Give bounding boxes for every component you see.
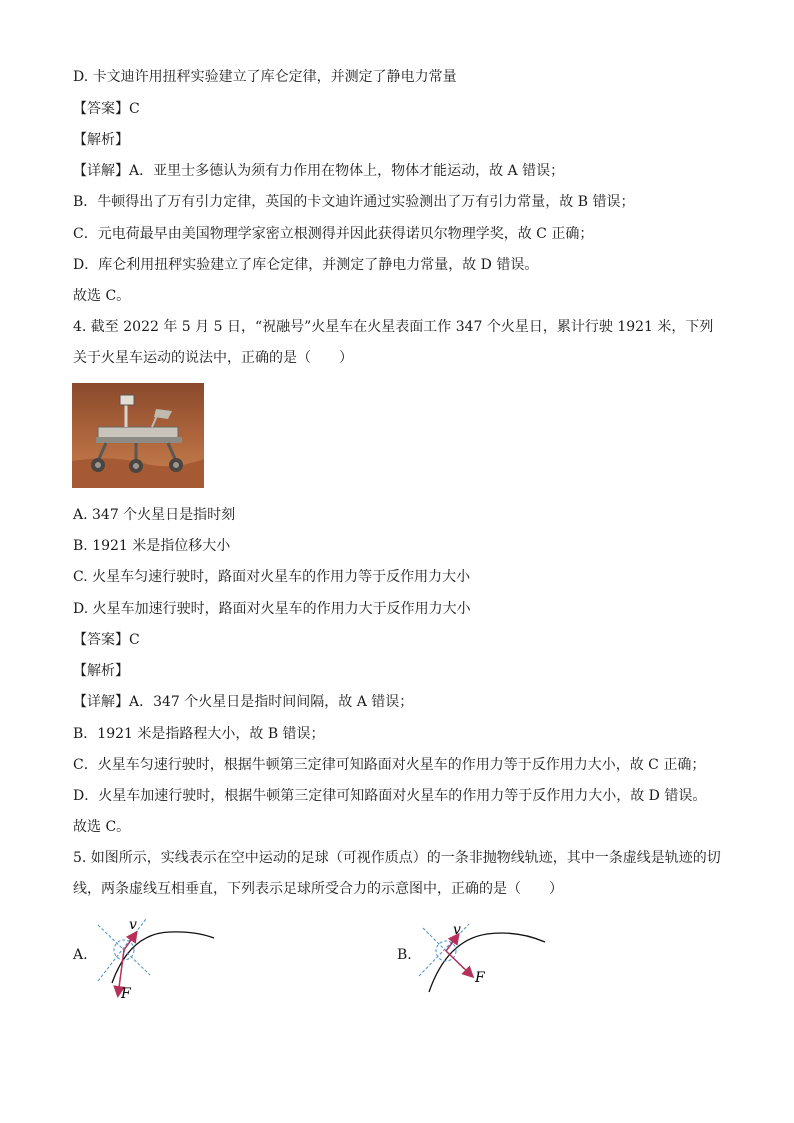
q3-detail-a: 【详解】A．亚里士多德认为须有力作用在物体上，物体才能运动，故 A 错误； — [73, 163, 565, 179]
q5-option-a-label: A. — [73, 947, 88, 963]
q5-a-force-label: F — [121, 986, 131, 1002]
q4-stem: 4. 截至 2022 年 5 月 5 日，“祝融号”火星车在火星表面工作 347 个火星日，累计行驶 1921 米，下列关于火星车运动的说法中，正确的是（ ） — [73, 319, 714, 366]
q4-conclusion: 故选 C。 — [73, 819, 131, 835]
q5-option-a-diagram — [90, 905, 230, 1010]
q4-detail-d: D．火星车加速行驶时，根据牛顿第三定律可知路面对火星车的作用力等于反作用力大小，故 D 错误。 — [73, 788, 707, 804]
q4-option-d: D. 火星车加速行驶时，路面对火星车的作用力大于反作用力大小 — [73, 601, 471, 617]
q3-answer: 【答案】C — [73, 101, 140, 117]
q5-b-force-label: F — [475, 970, 485, 986]
q4-option-b: B. 1921 米是指位移大小 — [73, 538, 231, 554]
q3-option-d: D. 卡文迪许用扭秤实验建立了库仑定律，并测定了静电力常量 — [73, 69, 457, 85]
q4-detail-a: 【详解】A．347 个火星日是指时间间隔，故 A 错误； — [73, 694, 414, 710]
q4-detail-c: C．火星车匀速行驶时，根据牛顿第三定律可知路面对火星车的作用力等于反作用力大小，故 C 正确； — [73, 757, 706, 773]
q4-option-a: A. 347 个火星日是指时刻 — [73, 507, 236, 523]
q3-detail-c: C．元电荷最早由美国物理学家密立根测得并因此获得诺贝尔物理学奖，故 C 正确； — [73, 226, 594, 242]
q5-stem: 5. 如图所示，实线表示在空中运动的足球（可视作质点）的一条非抛物线轨迹，其中一条虚线是轨迹的切线，两条虚线互相垂直，下列表示足球所受合力的示意图中，正确的是（ ） — [73, 850, 721, 897]
q5-option-b-label: B. — [397, 947, 412, 963]
q3-detail-d: D．库仑利用扭秤实验建立了库仑定律，并测定了静电力常量，故 D 错误。 — [73, 257, 539, 273]
q3-conclusion: 故选 C。 — [73, 288, 131, 304]
q5-a-velocity-label: v — [129, 917, 137, 933]
q5-b-velocity-label: v — [453, 922, 461, 938]
q3-detail-b: B．牛顿得出了万有引力定律，英国的卡文迪许通过实验测出了万有引力常量，故 B 错误； — [73, 194, 635, 210]
mars-rover-image — [72, 383, 204, 488]
q3-analysis-heading: 【解析】 — [73, 132, 129, 148]
q4-detail-b: B．1921 米是指路程大小，故 B 错误； — [73, 726, 325, 742]
q4-analysis-heading: 【解析】 — [73, 663, 129, 679]
q4-answer: 【答案】C — [73, 632, 140, 648]
q4-option-c: C. 火星车匀速行驶时，路面对火星车的作用力等于反作用力大小 — [73, 569, 471, 585]
q5-option-b-diagram — [415, 912, 555, 1007]
